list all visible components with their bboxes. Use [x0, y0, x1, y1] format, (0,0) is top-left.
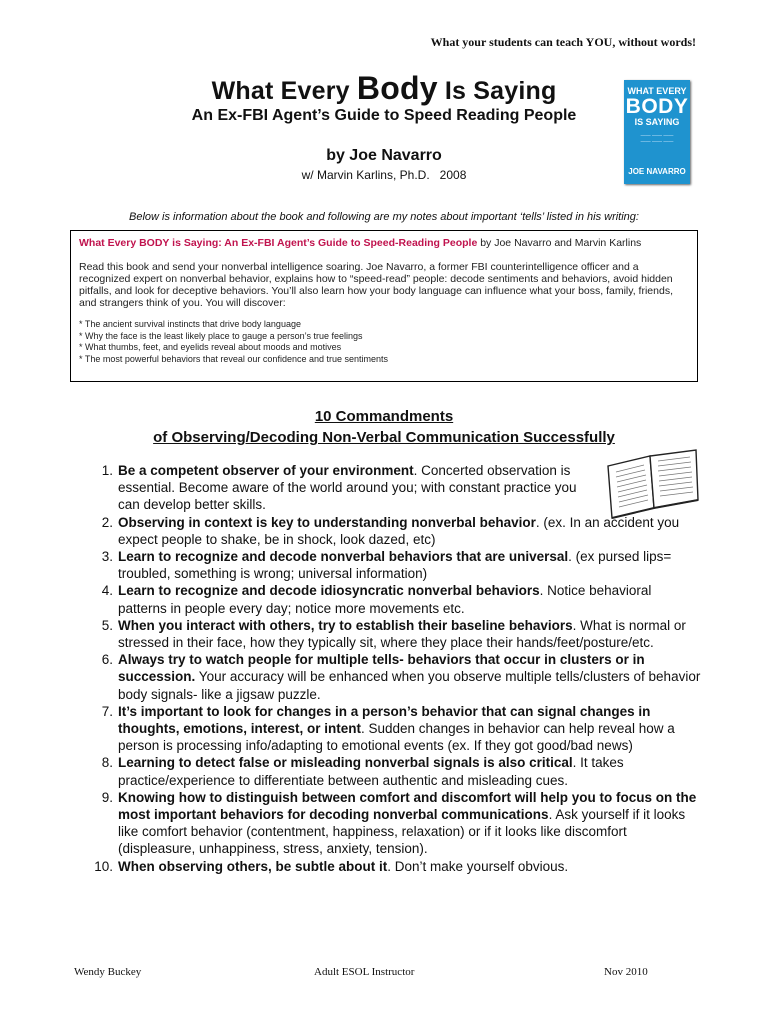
commandment-detail: . It takes practice/experience to differentiate between authentic and misleading cues. — [118, 755, 624, 788]
commandment-detail: . Concerted observation is essential. Become aware of the world around you; with constant practice you can develop better skills. — [118, 463, 577, 513]
commandment-number: 2. — [101, 514, 113, 530]
commandment-detail: . Ask yourself if it looks like comfort behavior (contentment, happiness, relaxation) or if it looks like discomfort (displeasure, unhappiness, stress, anxiety, tension). — [118, 807, 686, 857]
book-info-heading — [79, 237, 689, 249]
commandment-detail: . Sudden changes in behavior can help reveal how a person is processing info/adapting to emotional events (ex. If they got good/bad news) — [118, 721, 675, 754]
commandment-number: 3. — [101, 549, 113, 565]
commandment-detail: Your accuracy will be enhanced when you observe multiple tells/clusters of behavior body signals- like a jigsaw puzzle. — [118, 669, 701, 702]
commandment-detail: . (ex pursed lips= troubled, something is wrong; universal information) — [118, 549, 672, 582]
commandments-heading-line-1: 10 Commandments — [314, 408, 454, 425]
bullet-item: * The ancient survival instincts that drive body language — [79, 319, 301, 329]
commandment-headline: Observing in context is key to understanding nonverbal behavior — [118, 514, 536, 530]
commandment-headline: Be a competent observer of your environment — [118, 463, 414, 478]
bullet-item: * Why the face is the least likely place to gauge a person’s true feelings — [79, 330, 363, 341]
commandment-item — [93, 514, 703, 548]
document-subtitle: An Ex-FBI Agent’s Guide to Speed Reading People — [191, 107, 577, 124]
cover-title-line-2: BODY — [625, 95, 689, 118]
commandment-item — [93, 703, 703, 755]
bullet-item: * What thumbs, feet, and eyelids reveal about moods and motives — [79, 342, 342, 352]
publication-year: 2008 — [439, 168, 467, 182]
book-info-bullets — [79, 319, 689, 365]
commandment-headline: Always try to watch people for multiple tells- behaviors that occur in clusters or in succession. — [118, 652, 645, 685]
book-cover-image — [624, 80, 690, 184]
commandment-detail: . Don’t make yourself obvious. — [387, 858, 569, 874]
footer-name: Wendy Buckey — [74, 966, 142, 978]
title-part-1: What Every — [211, 77, 357, 105]
commandment-item — [93, 617, 703, 651]
book-info-description: Read this book and send your nonverbal intelligence soaring. Joe Navarro, a former FBI counterintelligence officer and a recognized expert on nonverbal behavior, explains how to “speed-read” people: decode sentiments and behaviors, avoid hidden pitfalls, and look for deceptive behaviors. You’ll also learn how your body language can influence what your boss, family, friends, and strangers think of you. You will discover: — [79, 261, 673, 309]
commandment-headline: When observing others, be subtle about it — [118, 858, 388, 874]
commandment-headline: Learning to detect false or misleading nonverbal signals is also critical — [118, 755, 573, 771]
commandment-detail: . (ex. In an accident you expect people to shake, be in shock, look dazed, etc) — [118, 514, 680, 547]
commandment-number: 4. — [101, 583, 113, 599]
footer-date: Nov 2010 — [604, 966, 648, 978]
commandment-number: 10. — [94, 858, 113, 874]
bullet-item: * The most powerful behaviors that reveal our confidence and true sentiments — [79, 353, 389, 364]
commandment-headline: Learn to recognize and decode idiosyncratic nonverbal behaviors — [118, 583, 540, 599]
commandment-number: 8. — [101, 755, 113, 771]
commandment-detail: . Notice behavioral patterns in people every day; notice more movements etc. — [118, 583, 652, 616]
cover-title-line-1: WHAT EVERY — [627, 86, 687, 96]
cover-title-line-3: IS SAYING — [634, 117, 680, 127]
commandment-item — [93, 548, 703, 582]
book-info-box — [70, 230, 698, 382]
commandment-detail: . What is normal or stressed in their face, how they typically sit, where they place their hands/feet/posture/etc. — [118, 617, 686, 651]
cover-fine-print: —— —— —— —— —— —— — [640, 133, 674, 145]
commandments-heading — [0, 406, 768, 448]
footer-role: Adult ESOL Instructor — [314, 966, 415, 978]
commandment-item — [93, 582, 703, 616]
coauthor-name: w/ Marvin Karlins, Ph.D. — [301, 168, 430, 182]
commandment-headline: When you interact with others, try to establish their baseline behaviors — [118, 617, 573, 633]
commandment-number: 6. — [101, 652, 113, 668]
commandment-number: 9. — [101, 789, 113, 805]
commandment-item — [93, 462, 596, 514]
book-info-authors: by Joe Navarro and Marvin Karlins — [477, 237, 642, 249]
book-info-title: What Every BODY is Saying: An Ex-FBI Agent’s Guide to Speed-Reading People — [79, 237, 478, 249]
title-part-2: Is Saying — [437, 77, 557, 105]
commandment-number: 1. — [101, 463, 113, 478]
commandment-item — [93, 858, 703, 875]
commandment-headline: It’s important to look for changes in a person’s behavior that can signal changes in thoughts, emotions, interest, or intent — [118, 703, 651, 737]
commandment-item — [93, 754, 703, 788]
commandments-heading-line-2: of Observing/Decoding Non-Verbal Communication Successfully — [153, 429, 615, 446]
title-emphasis: Body — [356, 70, 438, 106]
commandments-list — [93, 462, 703, 875]
commandment-item — [93, 789, 703, 858]
commandment-number: 5. — [101, 617, 113, 633]
cover-author: JOE NAVARRO — [628, 167, 686, 176]
commandment-number: 7. — [101, 703, 113, 719]
intro-line: Below is information about the book and following are my notes about important ‘tells’ listed in his writing: — [129, 211, 639, 223]
commandment-item — [93, 651, 703, 703]
author-line: by Joe Navarro — [326, 147, 442, 164]
commandment-headline: Learn to recognize and decode nonverbal behaviors that are universal — [118, 549, 569, 565]
commandment-headline: Knowing how to distinguish between comfort and discomfort will help you to focus on the most important behaviors for decoding nonverbal communications — [118, 789, 697, 823]
header-tagline: What your students can teach YOU, without words! — [430, 35, 696, 49]
